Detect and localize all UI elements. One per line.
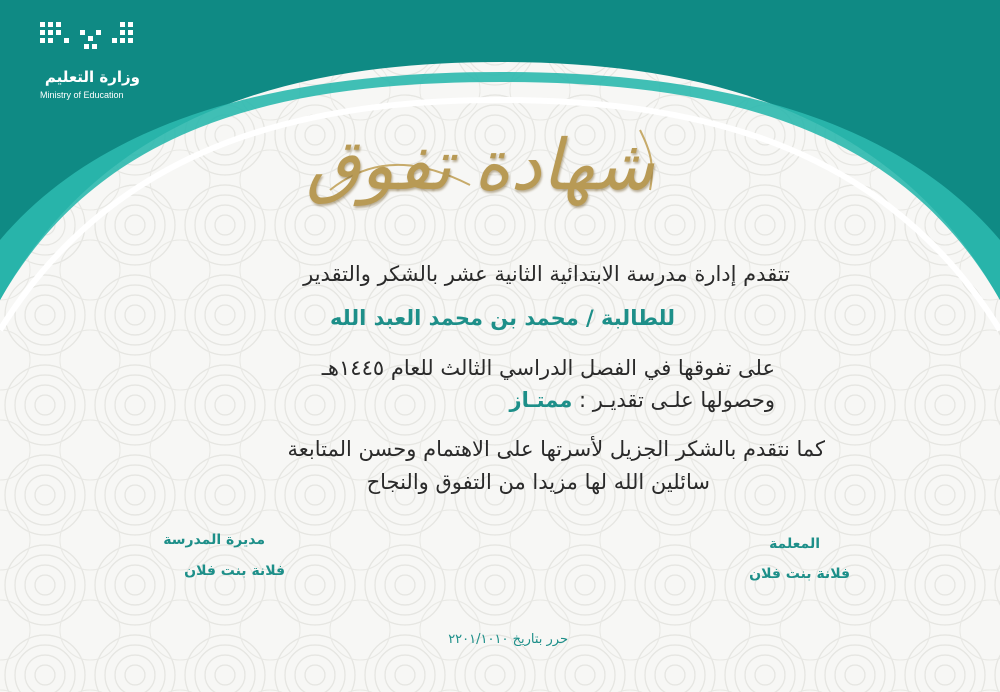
date-label: حرر بتاريخ — [512, 632, 568, 647]
achievement-line: على تفوقها في الفصل الدراسي الثالث للعام ١٤٤٥هـ — [321, 356, 775, 380]
logo-name-arabic: وزارة التعليم — [44, 68, 140, 86]
wish-line: سائلين الله لها مزيدا من التفوق والنجاح — [366, 470, 710, 494]
intro-line: تتقدم إدارة مدرسة الابتدائية الثانية عشر بالشكر والتقدير — [303, 262, 790, 286]
logo-name-english: Ministry of Education — [40, 90, 124, 100]
ministry-logo — [28, 18, 158, 108]
date-value: ٢٢٠١/١٠١٠ — [448, 632, 509, 647]
grade-line — [510, 388, 775, 412]
issue-date — [448, 632, 568, 647]
thanks-line: كما نتقدم بالشكر الجزيل لأسرتها على الاهتمام وحسن المتابعة — [287, 437, 825, 461]
principal-name: فلانة بنت فلان — [184, 563, 285, 579]
student-line: للطالبة / محمد بن محمد العبد الله — [329, 306, 675, 330]
certificate-title: شهادة تفوق — [306, 124, 654, 206]
grade-prefix: وحصولها علـى تقديـر : — [579, 388, 775, 412]
teacher-title: المعلمة — [769, 536, 820, 552]
teacher-name: فلانة بنت فلان — [749, 566, 850, 582]
principal-title: مديرة المدرسة — [163, 532, 265, 548]
grade-value: ممتـاز — [509, 388, 573, 412]
logo-dots-icon — [40, 22, 140, 54]
